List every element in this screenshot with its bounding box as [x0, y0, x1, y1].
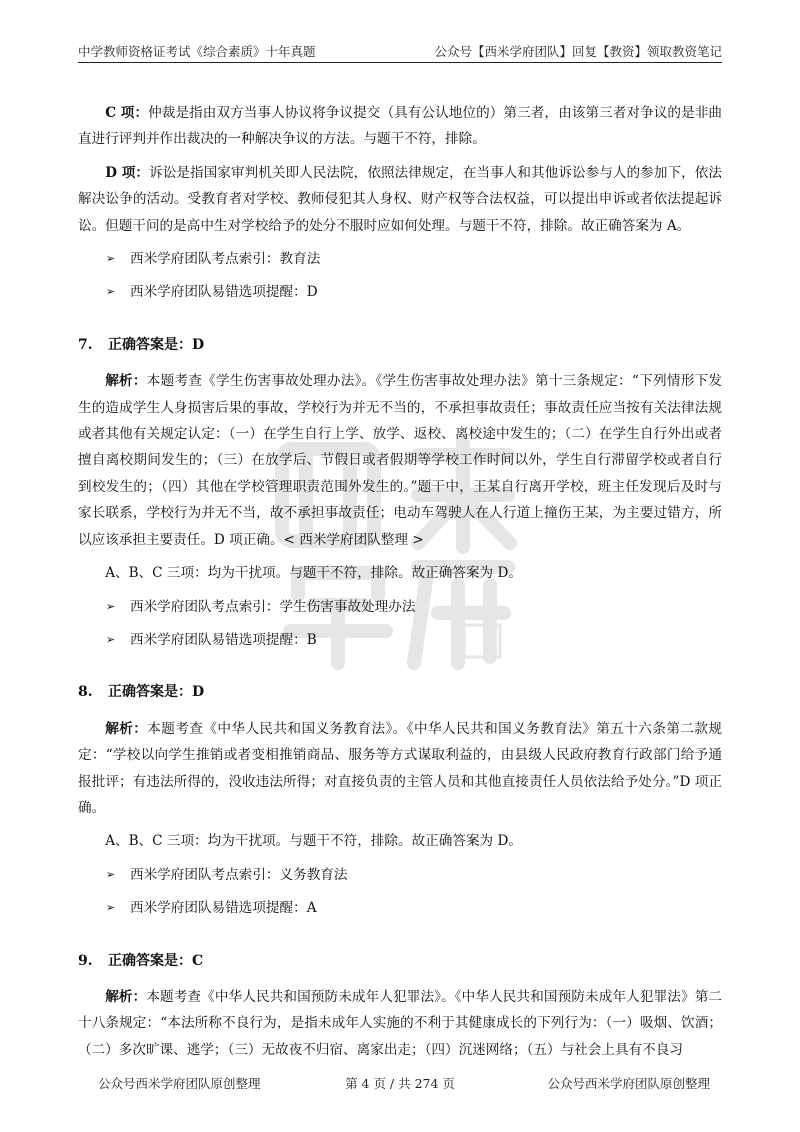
error-reminder	[78, 279, 722, 305]
option-label: D 项：	[105, 164, 150, 181]
bullet-text: 西米学府团队易错选项提醒：B	[130, 631, 317, 648]
knowledge-index	[78, 594, 722, 620]
arrowhead-icon: ➢	[106, 285, 116, 299]
footer-right: 公众号西米学府团队原创整理	[547, 1076, 710, 1091]
analysis-label: 解析：	[105, 720, 148, 737]
knowledge-index	[78, 862, 722, 888]
bullet-text: 西米学府团队易错选项提醒：D	[130, 284, 318, 301]
question-9-heading	[78, 948, 722, 974]
bullet-text: 西米学府团队考点索引：教育法	[130, 251, 321, 268]
error-reminder	[78, 627, 722, 653]
question-8-heading	[78, 679, 722, 705]
arrowhead-icon: ➢	[106, 632, 116, 646]
analysis-label: 解析：	[105, 988, 147, 1005]
footer-left: 公众号西米学府团队原创整理	[98, 1076, 261, 1091]
knowledge-index	[78, 246, 722, 272]
question-answer: 正确答案是：D	[108, 336, 205, 353]
option-c-explanation	[78, 100, 722, 153]
analysis-text: 本题考查《学生伤害事故处理办法》。《学生伤害事故处理办法》第十三条规定：“下列情形下发生的造成学生人身损害后果的事故，学校行为并无不当的，不承担事故责任；事故责任应当按有关法律法规或者其他有关规定认定：（一）在学生自行上学、放学、返校、离校途中发生的；（二）在学生自行外出或者擅自离校期间发生的；（三）在放学后、节假日或者假期等学校工作时间以外，学生自行滞留学校或者自行到校发生的；（四）其他在学校管理职责范围外发生的。”题干中，王某自行离开学校，班主任发现后及时与家长联系，学校行为并无不当，故不承担事故责任；电动车驾驶人在人行道上撞伤王某，为主要过错方，所以应该承担主要责任。D 项正确。< 西米学府团队整理 >	[78, 373, 723, 548]
page-number: 第 4 页 / 共 274 页	[345, 1076, 455, 1091]
arrowhead-icon: ➢	[106, 901, 116, 915]
question-7-heading	[78, 332, 722, 358]
question-number: 7.	[78, 336, 93, 353]
option-label: C 项：	[105, 105, 149, 121]
question-9-analysis	[78, 984, 722, 1063]
question-8-analysis	[78, 716, 722, 822]
option-d-explanation	[78, 160, 722, 239]
question-number: 8.	[78, 684, 93, 701]
header-promo: 公众号【西米学府团队】回复【教资】领取教资笔记	[434, 44, 722, 59]
option-text: 诉讼是指国家审判机关即人民法院，依照法律规定，在当事人和其他诉讼参与人的参加下，依法解决讼争的活动。受教育者对学校、教师侵犯其人身权、财产权等合法权益，可以提出申诉或者依法提起诉讼。但题干问的是高中生对学校给予的处分不服时应如何处理。与题干不符，排除。故正确答案为 A。	[78, 164, 722, 234]
page-header	[78, 38, 722, 63]
analysis-label: 解析：	[105, 373, 147, 390]
analysis-text: 本题考查《中华人民共和国预防未成年人犯罪法》。《中华人民共和国预防未成年人犯罪法》第二十八条规定：“本法所称不良行为，是指未成年人实施的不利于其健康成长的下列行为：（一）吸烟、饮酒；（二）多次旷课、逃学；（三）无故夜不归宿、离家出走；（四）沉迷网络；（五）与社会上具有不良习	[78, 988, 722, 1058]
analysis-text: 本题考查《中华人民共和国义务教育法》。《中华人民共和国义务教育法》第五十六条第二款规定：“学校以向学生推销或者变相推销商品、服务等方式谋取利益的，由县级人民政府教育行政部门给予通报批评；有违法所得的，没收违法所得；对直接负责的主管人员和其他直接责任人员依法给予处分。”D 项正确。	[78, 720, 722, 816]
bullet-text: 西米学府团队考点索引：学生伤害事故处理办法	[130, 598, 416, 615]
bullet-text: 西米学府团队易错选项提醒：A	[130, 900, 317, 917]
arrowhead-icon: ➢	[106, 252, 116, 266]
question-number: 9.	[78, 952, 93, 969]
question-8-extra: A、B、C 三项：均为干扰项。与题干不符，排除。故正确答案为 D。	[105, 833, 522, 850]
question-7-extra: A、B、C 三项：均为干扰项。与题干不符，排除。故正确答案为 D。	[105, 565, 522, 582]
bullet-text: 西米学府团队考点索引：义务教育法	[130, 866, 348, 883]
error-reminder	[78, 895, 722, 921]
question-answer: 正确答案是：D	[108, 684, 205, 701]
question-7-analysis	[78, 368, 722, 553]
header-title: 中学教师资格证考试《综合素质》十年真题	[78, 44, 316, 59]
question-answer: 正确答案是：C	[108, 952, 204, 969]
arrowhead-icon: ➢	[106, 599, 116, 613]
arrowhead-icon: ➢	[106, 867, 116, 881]
page-content	[78, 100, 722, 1070]
option-text: 仲裁是指由双方当事人协议将争议提交（具有公认地位的）第三者，由该第三者对争议的是非曲直进行评判并作出裁决的一种解决争议的方法。与题干不符，排除。	[78, 105, 722, 148]
